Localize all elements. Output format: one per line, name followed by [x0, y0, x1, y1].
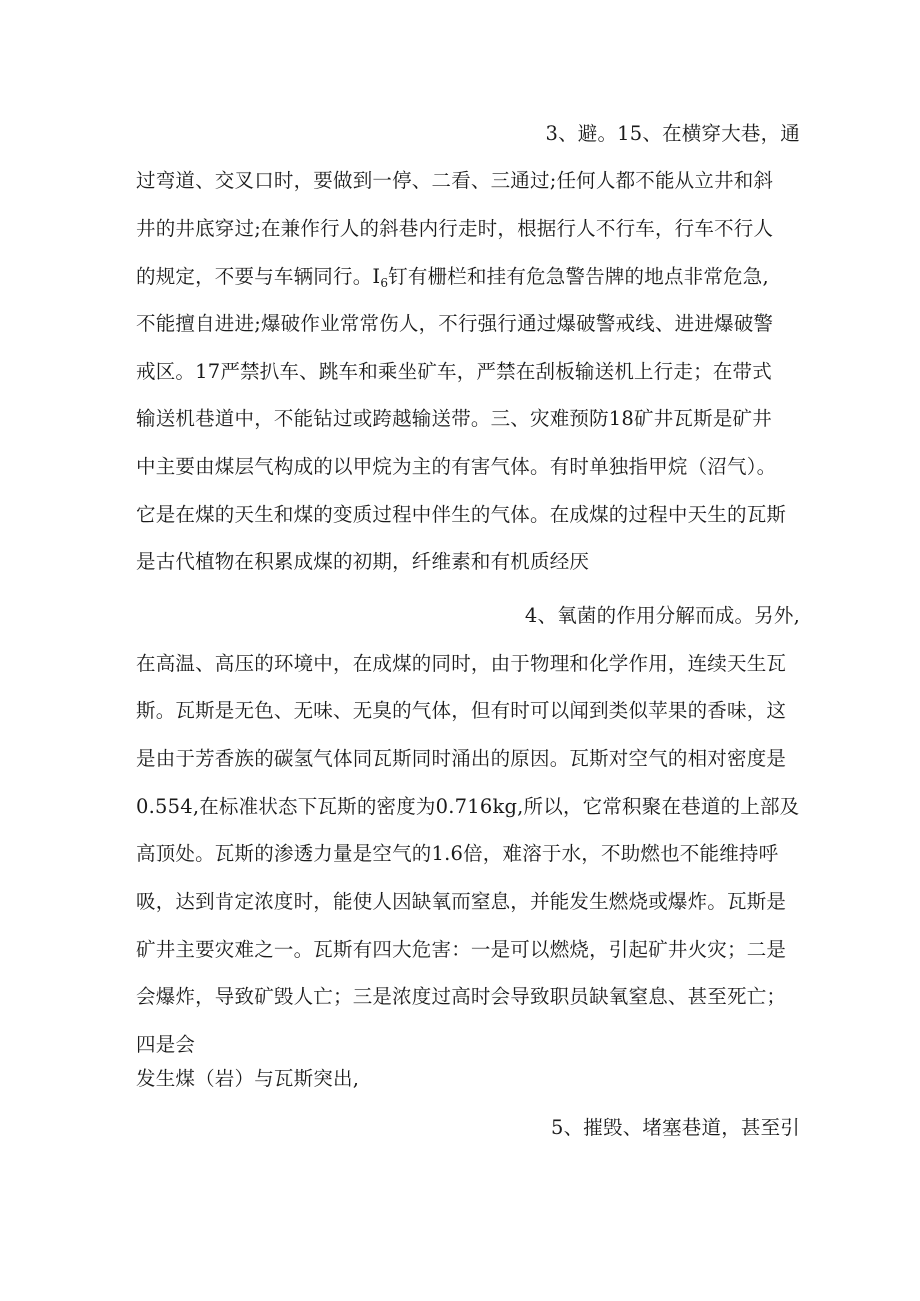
subscript-number: 6 [380, 276, 389, 290]
text-line-21: 发生煤（岩）与瓦斯突出, [136, 1067, 360, 1090]
text-line-13: 斯。瓦斯是无色、无味、无臭的气体，但有时可以闻到类似苹果的香味，这 [136, 699, 787, 722]
text-line-2: 过弯道、交叉口时，要做到一停、二看、三通过;任何人都不能从立井和斜 [136, 169, 774, 192]
text-line-17: 吸，达到肯定浓度时，能使人因缺氧而窒息，并能发生燃烧或爆炸。瓦斯是 [136, 890, 787, 913]
text-line-11: 4、氧菌的作用分解而成。另外, [524, 604, 800, 627]
text-line-9: 它是在煤的天生和煤的变质过程中伴生的气体。在成煤的过程中天生的瓦斯 [136, 503, 787, 526]
text-line-14: 是由于芳香族的碳氢气体同瓦斯同时涌出的原因。瓦斯对空气的相对密度是 [136, 747, 787, 770]
text-line-22: 5、摧毁、堵塞巷道，甚至引 [550, 1116, 800, 1139]
text-line-3: 井的井底穿过;在兼作行人的斜巷内行走时，根据行人不行车，行车不行人 [136, 217, 774, 240]
text-line-19: 会爆炸，导致矿毁人亡；三是浓度过高时会导致职员缺氧窒息、甚至死亡； [136, 985, 787, 1008]
text-line-10: 是古代植物在积累成煤的初期，纤维素和有机质经厌 [136, 550, 590, 573]
text-segment: 钉有栅栏和挂有危急警告牌的地点非常危急, [388, 265, 769, 288]
text-line-20: 四是会 [136, 1033, 196, 1056]
text-line-16: 高顶处。瓦斯的渗透力量是空气的1.6倍，难溶于水，不助燃也不能维持呼 [136, 842, 779, 865]
text-line-7: 输送机巷道中，不能钻过或跨越输送带。三、灾难预防18矿井瓦斯是矿井 [136, 407, 772, 430]
text-line-4 [136, 264, 769, 296]
text-line-5: 不能擅自进进;爆破作业常常伤人，不行强行通过爆破警戒线、进进爆破警 [136, 312, 774, 335]
text-line-18: 矿井主要灾难之一。瓦斯有四大危害：一是可以燃烧，引起矿井火灾；二是 [136, 938, 787, 961]
text-segment: 的规定，不要与车辆同行。 [136, 265, 373, 288]
text-line-1: 3、避。15、在横穿大巷，通 [545, 122, 800, 145]
text-line-8: 中主要由煤层气构成的以甲烷为主的有害气体。有时单独指甲烷（沼气）。 [136, 455, 777, 478]
text-line-15: 0.554,在标准状态下瓦斯的密度为0.716kg,所以，它常积聚在巷道的上部及 [136, 795, 800, 818]
text-line-6: 戒区。17严禁扒车、跳车和乘坐矿车，严禁在刮板输送机上行走；在带式 [136, 360, 772, 383]
text-line-12: 在高温、高压的环境中，在成煤的同时，由于物理和化学作用，连续天生瓦 [136, 652, 787, 675]
text-segment: I [372, 265, 381, 288]
